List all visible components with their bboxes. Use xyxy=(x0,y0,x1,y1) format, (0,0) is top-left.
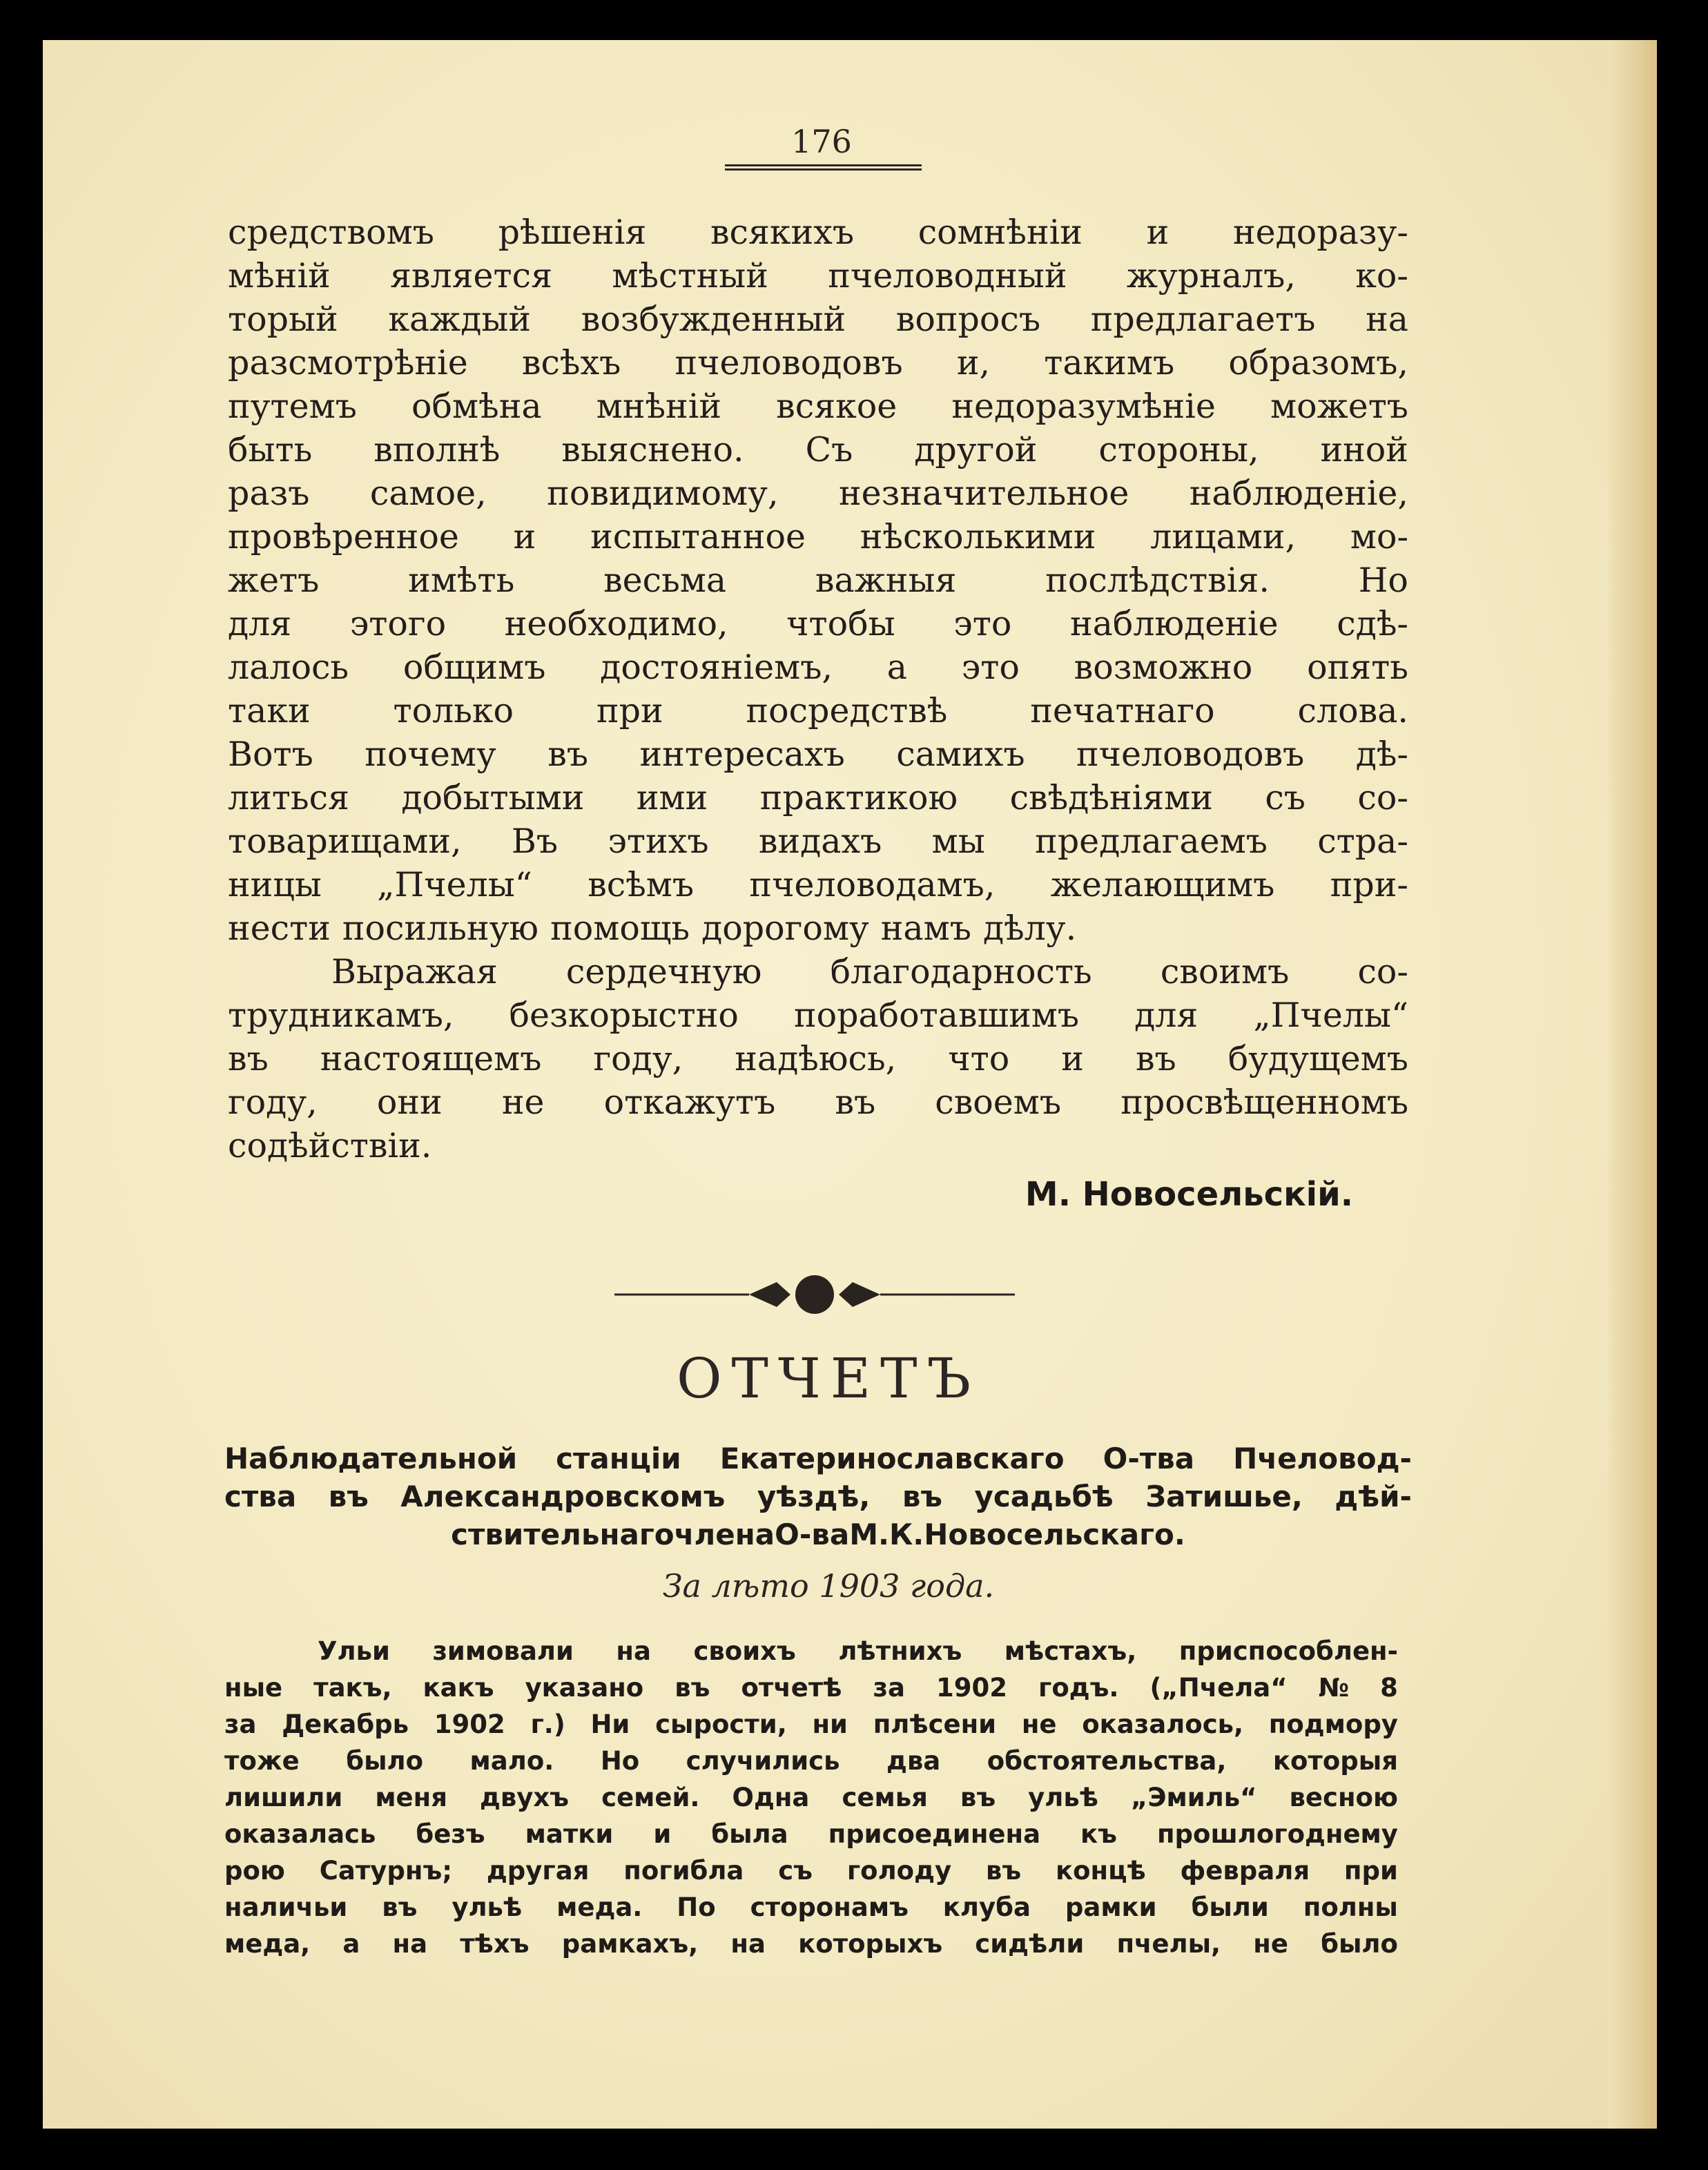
word: для xyxy=(1134,996,1198,1035)
word: чтобы xyxy=(786,604,895,643)
word: меда. xyxy=(556,1892,643,1922)
word: своемъ xyxy=(935,1083,1062,1122)
word: годъ. xyxy=(1038,1673,1119,1703)
word: на xyxy=(1366,300,1408,339)
text-line xyxy=(228,211,1408,254)
word: надѣюсь, xyxy=(735,1039,897,1078)
word: всякое xyxy=(776,387,897,426)
word: посредствѣ xyxy=(746,691,948,730)
word: важныя xyxy=(815,561,957,600)
text-line xyxy=(228,298,1408,341)
word: Екатеринославскаго xyxy=(719,1442,1065,1475)
word: а xyxy=(342,1929,360,1959)
word: достояніемъ, xyxy=(600,648,833,687)
word: это xyxy=(953,604,1012,643)
word: будущемъ xyxy=(1227,1039,1408,1078)
word: разъ xyxy=(228,474,310,513)
word: оказалась xyxy=(224,1819,376,1849)
report-line xyxy=(224,1633,1398,1669)
text-line xyxy=(228,776,1408,820)
word: торый xyxy=(228,300,338,339)
word: рѣшенія xyxy=(498,213,647,252)
word: случились xyxy=(686,1746,840,1776)
word: и xyxy=(513,517,536,556)
word: погибла xyxy=(623,1856,744,1886)
word: не xyxy=(1021,1709,1057,1739)
word: лишили xyxy=(224,1783,343,1812)
word: и xyxy=(653,1819,672,1849)
word: для xyxy=(228,604,292,643)
word: 8 xyxy=(1380,1673,1398,1703)
text-line xyxy=(228,472,1408,515)
word: что xyxy=(948,1039,1010,1078)
text-line xyxy=(228,820,1408,863)
word: журналъ, xyxy=(1126,256,1296,296)
subheading-line xyxy=(224,1515,1412,1553)
word: со- xyxy=(1357,778,1408,817)
word: выяснено. xyxy=(561,430,744,469)
word: г.) xyxy=(530,1709,565,1739)
word: ствительнаго xyxy=(451,1518,675,1551)
word: ульѣ xyxy=(1028,1783,1098,1812)
word: въ xyxy=(675,1673,710,1703)
word: испытанное xyxy=(590,517,806,556)
word: мнѣній xyxy=(596,387,722,426)
text-line xyxy=(228,428,1408,472)
word: обстоятельства, xyxy=(987,1746,1227,1776)
word: нѣсколькими xyxy=(860,517,1096,556)
ornament-divider-icon xyxy=(614,1274,1015,1315)
word: присоединена xyxy=(828,1819,1041,1849)
text-line xyxy=(228,646,1408,689)
word: февраля xyxy=(1180,1856,1310,1886)
word: возбужденный xyxy=(581,300,846,339)
report-period: За лѣто 1903 года. xyxy=(662,1567,995,1605)
word: на xyxy=(730,1929,766,1959)
word: быть xyxy=(228,430,313,469)
word: и xyxy=(1061,1039,1084,1078)
word: О-тва xyxy=(1103,1442,1195,1475)
word: полны xyxy=(1303,1892,1398,1922)
word: подмору xyxy=(1268,1709,1398,1739)
word: предлагаемъ xyxy=(1035,822,1268,861)
report-line xyxy=(224,1889,1398,1926)
word: Одна xyxy=(732,1783,810,1812)
word: пчеловодный xyxy=(828,256,1067,296)
word: нести xyxy=(228,909,331,948)
word: весною xyxy=(1289,1783,1398,1812)
word: пчелы, xyxy=(1116,1929,1221,1959)
word: „Эмиль“ xyxy=(1131,1783,1257,1812)
word: двухъ xyxy=(480,1783,570,1812)
word: посильную xyxy=(342,909,539,948)
word: такимъ xyxy=(1044,343,1175,382)
word: почему xyxy=(365,735,496,774)
word: Наблюдательной xyxy=(224,1442,518,1475)
word: было xyxy=(346,1746,424,1776)
word: всѣмъ xyxy=(588,865,695,904)
word: сидѣли xyxy=(975,1929,1085,1959)
word: путемъ xyxy=(228,387,357,426)
word: концѣ xyxy=(1055,1856,1146,1886)
word: какъ xyxy=(423,1673,494,1703)
word: средствомъ xyxy=(228,213,434,252)
text-line xyxy=(228,907,1408,950)
word: Декабрь xyxy=(282,1709,409,1739)
word: безъ xyxy=(416,1819,485,1849)
word: не xyxy=(501,1083,545,1122)
word: ульѣ xyxy=(452,1892,523,1922)
word: году, xyxy=(228,1083,318,1122)
word: въ xyxy=(382,1892,418,1922)
word: тоже xyxy=(224,1746,300,1776)
word: въ xyxy=(985,1856,1022,1886)
word: дѣ- xyxy=(1355,735,1408,774)
word: Сатурнъ; xyxy=(319,1856,453,1886)
text-line xyxy=(228,1124,1408,1168)
word: другая xyxy=(486,1856,590,1886)
word: которыхъ xyxy=(798,1929,943,1959)
word: станціи xyxy=(556,1442,681,1475)
word: К. xyxy=(889,1518,924,1551)
word: оказалось, xyxy=(1082,1709,1244,1739)
word: два xyxy=(886,1746,941,1776)
text-line xyxy=(228,863,1408,907)
word: Вотъ xyxy=(228,735,313,774)
word: весьма xyxy=(603,561,727,600)
word: предлагаетъ xyxy=(1090,300,1316,339)
word: ства xyxy=(224,1480,297,1513)
word: сомнѣніи xyxy=(918,213,1083,252)
report-line xyxy=(224,1743,1398,1779)
report-line xyxy=(224,1852,1398,1889)
header-double-rule xyxy=(725,164,922,171)
word: образомъ, xyxy=(1228,343,1408,382)
word: тѣхъ xyxy=(460,1929,530,1959)
word: пчеловодовъ xyxy=(1076,735,1305,774)
word: плѣсени xyxy=(873,1709,997,1739)
word: Но xyxy=(600,1746,640,1776)
word: № xyxy=(1318,1673,1350,1703)
text-line xyxy=(228,950,1408,994)
word: имѣть xyxy=(408,561,515,600)
word: семья xyxy=(842,1783,928,1812)
word: вопросъ xyxy=(895,300,1041,339)
word: при xyxy=(596,691,663,730)
word: таки xyxy=(228,691,311,730)
word: Ни xyxy=(590,1709,630,1739)
word: было xyxy=(1321,1929,1398,1959)
word: М. xyxy=(849,1518,889,1551)
word: По xyxy=(677,1892,716,1922)
word: практикою xyxy=(759,778,958,817)
word: члена xyxy=(674,1518,775,1551)
word: („Пчела“ xyxy=(1149,1673,1288,1703)
word: пчеловодовъ xyxy=(675,343,903,382)
word: съ xyxy=(1265,778,1306,817)
word: желающимъ xyxy=(1050,865,1275,904)
text-line xyxy=(228,1037,1408,1081)
word: отчетѣ xyxy=(741,1673,842,1703)
word: и, xyxy=(956,343,991,382)
word: интересахъ xyxy=(639,735,845,774)
word: ницы xyxy=(228,865,322,904)
word: за xyxy=(873,1673,905,1703)
text-line xyxy=(228,341,1408,385)
word: не xyxy=(1253,1929,1288,1959)
word: откажутъ xyxy=(603,1083,776,1122)
word: къ xyxy=(1080,1819,1117,1849)
word: самихъ xyxy=(896,735,1025,774)
word: матки xyxy=(525,1819,614,1849)
word: безкорыстно xyxy=(509,996,739,1035)
word: приспособлен- xyxy=(1178,1636,1398,1666)
word: общимъ xyxy=(402,648,546,687)
word: рамки xyxy=(1065,1892,1157,1922)
word: сдѣ- xyxy=(1337,604,1408,643)
word: товарищами, xyxy=(228,822,462,861)
word: Но xyxy=(1358,561,1408,600)
word: видахъ xyxy=(758,822,882,861)
word: слова. xyxy=(1297,691,1408,730)
word: „Пчелы“ xyxy=(377,865,532,904)
word: повидимому, xyxy=(547,474,779,513)
subheading-line xyxy=(224,1478,1412,1515)
word: своимъ xyxy=(1160,952,1290,991)
author-signature: М. Новосельскій. xyxy=(1025,1175,1353,1214)
word: которыя xyxy=(1272,1746,1398,1776)
word: а xyxy=(886,648,907,687)
word: можетъ xyxy=(1270,387,1408,426)
word: меня xyxy=(375,1783,447,1812)
word: самое, xyxy=(369,474,487,513)
word: рою xyxy=(224,1856,285,1886)
word: въ xyxy=(902,1480,942,1513)
word: Выражая xyxy=(331,952,498,991)
word: недоразумѣніе xyxy=(951,387,1216,426)
report-line xyxy=(224,1816,1398,1852)
word: съ xyxy=(778,1856,813,1886)
word: ни xyxy=(812,1709,848,1739)
word: за xyxy=(224,1709,257,1739)
word: дѣлу. xyxy=(982,909,1077,948)
word: были xyxy=(1191,1892,1269,1922)
word: возможно xyxy=(1074,648,1253,687)
text-line xyxy=(228,689,1408,733)
word: лицами, xyxy=(1150,517,1297,556)
word: дѣй- xyxy=(1335,1480,1412,1513)
word: послѣдствія. xyxy=(1045,561,1270,600)
word: Александровскомъ xyxy=(400,1480,726,1513)
report-line xyxy=(224,1706,1398,1743)
report-line xyxy=(224,1926,1398,1962)
word: пчеловодамъ, xyxy=(749,865,996,904)
main-body-text xyxy=(228,211,1408,1168)
word: мѣстахъ, xyxy=(1004,1636,1137,1666)
report-body-text xyxy=(224,1633,1398,1962)
word: является xyxy=(390,256,553,296)
word: печатнаго xyxy=(1030,691,1215,730)
word: въ xyxy=(1135,1039,1176,1078)
scan-border xyxy=(1657,0,1708,2170)
word: Въ xyxy=(511,822,559,861)
word: въ xyxy=(960,1783,996,1812)
word: стра- xyxy=(1317,822,1408,861)
word: добытыми xyxy=(401,778,585,817)
word: Пчеловод- xyxy=(1233,1442,1412,1475)
word: дорогому xyxy=(701,909,869,948)
word: ими xyxy=(636,778,708,817)
word: на xyxy=(616,1636,651,1666)
word: О-ва xyxy=(775,1518,850,1551)
word: на xyxy=(392,1929,428,1959)
text-line xyxy=(228,602,1408,646)
word: ные xyxy=(224,1673,283,1703)
word: опять xyxy=(1307,648,1408,687)
word: въ xyxy=(835,1083,876,1122)
word: „Пчелы“ xyxy=(1253,996,1408,1035)
word: каждый xyxy=(388,300,532,339)
word: лѣтнихъ xyxy=(838,1636,962,1666)
word: въ xyxy=(228,1039,269,1078)
word: наблюденіе, xyxy=(1189,474,1408,513)
report-subheading xyxy=(224,1440,1412,1553)
word: свѣдѣніями xyxy=(1009,778,1213,817)
word: всѣхъ xyxy=(521,343,621,382)
word: мы xyxy=(931,822,985,861)
word: жетъ xyxy=(228,561,320,600)
word: усадьбѣ xyxy=(974,1480,1114,1513)
page-number: 176 xyxy=(791,123,852,160)
word: сердечную xyxy=(565,952,762,991)
word: вполнѣ xyxy=(373,430,501,469)
word: Ульи xyxy=(318,1636,390,1666)
subheading-line xyxy=(224,1440,1412,1478)
word: обмѣна xyxy=(411,387,542,426)
word: рамкахъ, xyxy=(561,1929,699,1959)
report-line xyxy=(224,1779,1398,1816)
word: ко- xyxy=(1355,256,1408,296)
word: наличьи xyxy=(224,1892,348,1922)
word: клуба xyxy=(942,1892,1031,1922)
word: лалось xyxy=(228,648,349,687)
text-line xyxy=(228,559,1408,602)
text-line xyxy=(228,385,1408,428)
text-line xyxy=(228,733,1408,776)
word: 1902 xyxy=(936,1673,1007,1703)
word: поработавшимъ xyxy=(793,996,1080,1035)
word: иной xyxy=(1320,430,1408,469)
word: Съ xyxy=(805,430,853,469)
text-line xyxy=(228,1081,1408,1124)
text-line xyxy=(228,994,1408,1037)
word: такъ, xyxy=(313,1673,392,1703)
word: недоразу- xyxy=(1232,213,1408,252)
text-line xyxy=(228,254,1408,298)
word: литься xyxy=(228,778,349,817)
word: помощь xyxy=(550,909,690,948)
word: это xyxy=(961,648,1020,687)
word: и xyxy=(1146,213,1170,252)
word: трудникамъ, xyxy=(228,996,454,1035)
word: настоящемъ xyxy=(320,1039,542,1078)
word: семей. xyxy=(601,1783,700,1812)
word: прошлогоднему xyxy=(1156,1819,1398,1849)
word: мѣній xyxy=(228,256,331,296)
word: своихъ xyxy=(693,1636,796,1666)
word: необходимо, xyxy=(504,604,728,643)
report-title: ОТЧЕТЪ xyxy=(676,1346,981,1411)
word: со- xyxy=(1357,952,1408,991)
word: провѣренное xyxy=(228,517,459,556)
report-line xyxy=(224,1669,1398,1706)
word: сторонамъ xyxy=(750,1892,909,1922)
word: этого xyxy=(349,604,447,643)
word: мѣстный xyxy=(612,256,768,296)
word: 1902 xyxy=(434,1709,505,1739)
word: сырости, xyxy=(655,1709,787,1739)
word: намъ xyxy=(880,909,971,948)
word: только xyxy=(393,691,514,730)
word: въ xyxy=(547,735,589,774)
word: мо- xyxy=(1350,517,1408,556)
word: разсмотрѣніе xyxy=(228,343,468,382)
text-line xyxy=(228,515,1408,559)
word: незначительное xyxy=(838,474,1129,513)
word: въ xyxy=(328,1480,369,1513)
word: наблюденіе xyxy=(1069,604,1279,643)
word: зимовали xyxy=(432,1636,574,1666)
word: они xyxy=(376,1083,443,1122)
word: Новосельскаго. xyxy=(924,1518,1185,1551)
word: просвѣщенномъ xyxy=(1120,1083,1408,1122)
word: меда, xyxy=(224,1929,311,1959)
word: благодарность xyxy=(830,952,1092,991)
word: этихъ xyxy=(608,822,709,861)
word: уѣздѣ, xyxy=(757,1480,871,1513)
word: мало. xyxy=(469,1746,554,1776)
word: при xyxy=(1343,1856,1398,1886)
word: Затишье, xyxy=(1145,1480,1303,1513)
word: другой xyxy=(914,430,1038,469)
word: голоду xyxy=(846,1856,952,1886)
word: году, xyxy=(593,1039,683,1078)
word: указано xyxy=(525,1673,644,1703)
word: при- xyxy=(1330,865,1408,904)
word: содѣйствіи. xyxy=(228,1126,432,1165)
page-edge-shadow xyxy=(1609,40,1658,2129)
word: всякихъ xyxy=(710,213,855,252)
word: стороны, xyxy=(1098,430,1259,469)
word: была xyxy=(711,1819,788,1849)
